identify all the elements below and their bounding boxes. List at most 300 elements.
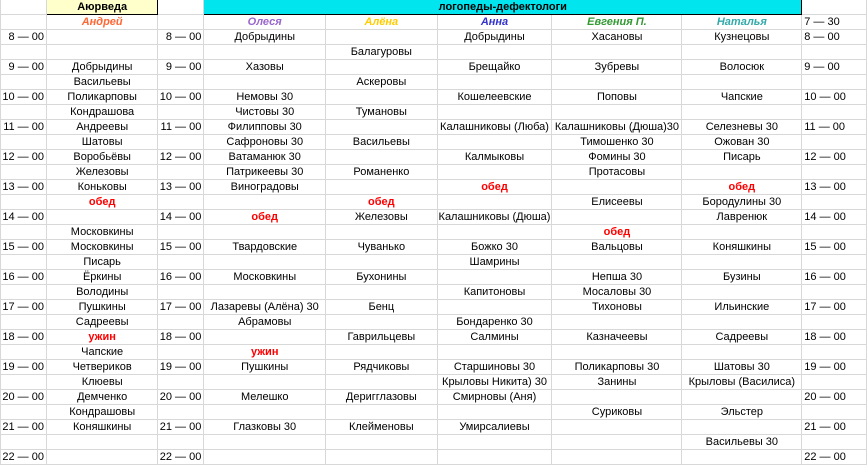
schedule-row — [1, 45, 867, 60]
schedule-cell[interactable]: Чапские — [682, 90, 802, 105]
schedule-cell[interactable]: Виноградовы — [204, 180, 326, 195]
time-label[interactable]: 17 — 00 — [1, 300, 47, 315]
schedule-row — [1, 435, 867, 450]
schedule-cell[interactable]: Глазковы 30 — [204, 420, 326, 435]
time-label[interactable] — [158, 75, 204, 90]
time-label[interactable] — [802, 135, 867, 150]
schedule-cell[interactable] — [326, 375, 437, 390]
schedule-cell[interactable]: Крыловы Никита) 30 — [437, 375, 552, 390]
schedule-cell[interactable]: Елисеевы — [552, 195, 682, 210]
time-label[interactable]: 17 — 00 — [802, 300, 867, 315]
schedule-cell[interactable] — [682, 450, 802, 465]
schedule-cell[interactable]: Гаврильцевы — [326, 330, 437, 345]
schedule-cell[interactable]: Эльстер — [682, 405, 802, 420]
schedule-cell[interactable] — [437, 345, 552, 360]
schedule-row — [1, 105, 867, 120]
schedule-cell[interactable]: Волосюк — [682, 60, 802, 75]
schedule-cell[interactable]: обед — [46, 195, 157, 210]
schedule-cell[interactable] — [437, 165, 552, 180]
time-label[interactable] — [158, 135, 204, 150]
time-label[interactable]: 19 — 00 — [1, 360, 47, 375]
schedule-cell[interactable]: Тихоновы — [552, 300, 682, 315]
time-label[interactable]: 22 — 00 — [1, 450, 47, 465]
schedule-cell[interactable]: обед — [326, 195, 437, 210]
schedule-cell[interactable]: Кондрашова — [46, 105, 157, 120]
schedule-cell[interactable]: Мелешко — [204, 390, 326, 405]
time-label[interactable]: 11 — 00 — [1, 120, 47, 135]
schedule-row — [1, 135, 867, 150]
schedule-cell[interactable]: Балагуровы — [326, 45, 437, 60]
time-label[interactable]: 16 — 00 — [802, 270, 867, 285]
schedule-cell[interactable]: ужин — [204, 345, 326, 360]
schedule-cell[interactable] — [682, 225, 802, 240]
schedule-cell[interactable] — [326, 255, 437, 270]
time-label[interactable]: 21 — 00 — [802, 420, 867, 435]
schedule-cell[interactable] — [682, 165, 802, 180]
time-label[interactable]: 21 — 00 — [1, 420, 47, 435]
time-label[interactable]: 8 — 00 — [1, 30, 47, 45]
cell[interactable] — [158, 0, 204, 15]
time-label[interactable] — [1, 375, 47, 390]
time-label[interactable]: 12 — 00 — [1, 150, 47, 165]
schedule-row — [1, 210, 867, 225]
time-label[interactable]: 10 — 00 — [158, 90, 204, 105]
time-label[interactable]: 11 — 00 — [802, 120, 867, 135]
schedule-cell[interactable]: Клюевы — [46, 375, 157, 390]
schedule-cell[interactable] — [437, 405, 552, 420]
schedule-cell[interactable]: Рядчиковы — [326, 360, 437, 375]
time-label[interactable] — [1, 345, 47, 360]
time-label[interactable] — [1, 75, 47, 90]
schedule-cell[interactable]: Кузнецовы — [682, 30, 802, 45]
schedule-cell[interactable] — [204, 435, 326, 450]
schedule-cell[interactable]: Крыловы (Василиса) — [682, 375, 802, 390]
time-label[interactable]: 20 — 00 — [802, 390, 867, 405]
time-label[interactable] — [1, 105, 47, 120]
schedule-cell[interactable] — [204, 45, 326, 60]
time-label[interactable] — [802, 255, 867, 270]
schedule-cell[interactable]: Поликарповы 30 — [552, 360, 682, 375]
schedule-cell[interactable]: Калашниковы (Дюша) — [438, 211, 551, 223]
time-label[interactable] — [158, 225, 204, 240]
schedule-cell[interactable] — [46, 435, 157, 450]
schedule-cell[interactable]: Добрыдины — [46, 60, 157, 75]
staff-name-natalya[interactable]: Наталья — [682, 15, 802, 30]
schedule-cell[interactable]: Ожован 30 — [682, 135, 802, 150]
schedule-cell[interactable]: Капитоновы — [437, 285, 552, 300]
schedule-cell[interactable]: обед — [437, 180, 552, 195]
schedule-cell[interactable]: Васильевы — [326, 135, 437, 150]
schedule-cell[interactable]: Калашниковы (Дюша)30 — [552, 120, 682, 135]
time-label[interactable] — [802, 75, 867, 90]
schedule-cell[interactable]: Садреевы — [682, 330, 802, 345]
schedule-cell[interactable] — [46, 450, 157, 465]
schedule-cell[interactable]: Бухонины — [326, 270, 437, 285]
schedule-row — [1, 165, 867, 180]
end-time-label[interactable]: 7 — 30 — [802, 15, 867, 30]
schedule-cell[interactable]: Сафроновы 30 — [204, 135, 326, 150]
schedule-cell[interactable]: Московкины — [46, 240, 157, 255]
schedule-cell[interactable] — [552, 255, 682, 270]
time-label[interactable] — [802, 285, 867, 300]
staff-row — [1, 15, 867, 30]
schedule-cell[interactable]: Московкины — [204, 270, 326, 285]
schedule-cell[interactable]: Коньковы — [46, 180, 157, 195]
schedule-row — [1, 195, 867, 210]
schedule-cell[interactable]: Васильевы — [46, 75, 157, 90]
schedule-cell[interactable]: Божко 30 — [437, 240, 552, 255]
time-label[interactable] — [802, 375, 867, 390]
time-label[interactable] — [802, 45, 867, 60]
schedule-cell[interactable] — [437, 75, 552, 90]
schedule-row — [1, 315, 867, 330]
time-label[interactable] — [802, 105, 867, 120]
time-label[interactable] — [802, 435, 867, 450]
time-label[interactable]: 14 — 00 — [1, 210, 47, 225]
schedule-cell[interactable] — [682, 390, 802, 405]
time-label[interactable] — [802, 195, 867, 210]
schedule-cell[interactable]: Вальцовы — [552, 240, 682, 255]
schedule-cell[interactable] — [437, 300, 552, 315]
schedule-cell[interactable] — [204, 75, 326, 90]
schedule-cell[interactable] — [682, 105, 802, 120]
staff-name-evgeniya[interactable]: Евгения П. — [552, 15, 682, 30]
schedule-cell[interactable] — [552, 105, 682, 120]
schedule-row — [1, 345, 867, 360]
schedule-cell[interactable]: Володины — [46, 285, 157, 300]
staff-name-anna[interactable]: Анна — [437, 15, 552, 30]
schedule-cell[interactable]: Поликарповы — [46, 90, 157, 105]
schedule-cell[interactable] — [552, 315, 682, 330]
time-label[interactable] — [1, 195, 47, 210]
schedule-cell[interactable]: Немовы 30 — [204, 90, 326, 105]
schedule-row — [1, 60, 867, 75]
time-label[interactable] — [1, 285, 47, 300]
schedule-cell[interactable]: Хазовы — [204, 60, 326, 75]
schedule-cell[interactable] — [204, 225, 326, 240]
time-label[interactable] — [158, 45, 204, 60]
schedule-row — [1, 450, 867, 465]
schedule-row — [1, 375, 867, 390]
schedule-cell[interactable]: Шатовы — [46, 135, 157, 150]
schedule-cell[interactable] — [204, 195, 326, 210]
schedule-cell[interactable]: Калашниковы (Люба) — [437, 120, 552, 135]
schedule-cell[interactable] — [326, 225, 437, 240]
schedule-cell[interactable] — [437, 105, 552, 120]
schedule-cell[interactable] — [552, 180, 682, 195]
schedule-cell[interactable]: Ватаманюк 30 — [204, 150, 326, 165]
schedule-cell[interactable] — [46, 45, 157, 60]
time-label[interactable] — [158, 105, 204, 120]
schedule-cell[interactable]: Мосаловы 30 — [552, 285, 682, 300]
schedule-cell[interactable]: Андреевы — [46, 120, 157, 135]
logopedy-header[interactable]: логопеды-дефектологи — [204, 0, 802, 15]
schedule-cell[interactable]: Добрыдины — [437, 30, 552, 45]
time-label[interactable] — [158, 165, 204, 180]
cell[interactable] — [1, 0, 47, 15]
schedule-cell[interactable]: Занины — [552, 375, 682, 390]
time-label[interactable]: 15 — 00 — [1, 240, 47, 255]
schedule-cell[interactable] — [682, 255, 802, 270]
time-label[interactable] — [1, 255, 47, 270]
schedule-cell[interactable]: Поповы — [552, 90, 682, 105]
schedule-cell[interactable]: Деригглазовы — [326, 390, 437, 405]
schedule-row — [1, 180, 867, 195]
time-label[interactable]: 22 — 00 — [802, 450, 867, 465]
time-label[interactable]: 18 — 00 — [802, 330, 867, 345]
schedule-cell[interactable]: Бородулины 30 — [682, 195, 802, 210]
schedule-cell[interactable]: Твардовские — [204, 240, 326, 255]
time-label[interactable]: 14 — 00 — [802, 210, 867, 225]
schedule-cell[interactable] — [682, 75, 802, 90]
time-label[interactable]: 11 — 00 — [158, 120, 204, 135]
schedule-row — [1, 120, 867, 135]
schedule-row — [1, 90, 867, 105]
schedule-cell[interactable]: Бенц — [326, 300, 437, 315]
schedule-cell[interactable]: Московкины — [46, 225, 157, 240]
schedule-cell[interactable]: Зубревы — [552, 60, 682, 75]
schedule-cell[interactable] — [46, 210, 157, 225]
staff-name-olesya[interactable]: Олеся — [204, 15, 326, 30]
schedule-cell[interactable]: Коняшкины — [46, 420, 157, 435]
schedule-cell[interactable]: Васильевы 30 — [682, 435, 802, 450]
schedule-cell[interactable]: Писарь — [46, 255, 157, 270]
schedule-cell[interactable]: Аскеровы — [326, 75, 437, 90]
schedule-cell[interactable] — [552, 450, 682, 465]
time-label[interactable] — [1, 135, 47, 150]
time-label[interactable]: 8 — 00 — [802, 30, 867, 45]
schedule-cell[interactable] — [326, 60, 437, 75]
time-label[interactable] — [802, 225, 867, 240]
schedule-cell[interactable] — [326, 450, 437, 465]
schedule-cell[interactable] — [326, 180, 437, 195]
schedule-cell[interactable]: Непша 30 — [552, 270, 682, 285]
schedule-cell[interactable] — [326, 90, 437, 105]
schedule-cell[interactable]: Пушкины — [46, 300, 157, 315]
schedule-cell[interactable] — [326, 150, 437, 165]
time-label[interactable] — [1, 435, 47, 450]
schedule-cell[interactable]: обед — [682, 180, 802, 195]
schedule-cell[interactable]: Коняшкины — [682, 240, 802, 255]
schedule-cell[interactable] — [682, 420, 802, 435]
schedule-cell[interactable] — [204, 405, 326, 420]
time-label[interactable]: 12 — 00 — [802, 150, 867, 165]
schedule-row — [1, 270, 867, 285]
schedule-cell[interactable]: Хасановы — [552, 30, 682, 45]
schedule-cell[interactable]: Железовы — [46, 165, 157, 180]
schedule-cell[interactable]: Абрамовы — [204, 315, 326, 330]
schedule-cell[interactable]: Патрикеевы 30 — [204, 165, 326, 180]
schedule-cell[interactable]: Калмыковы — [437, 150, 552, 165]
time-label[interactable]: 13 — 00 — [802, 180, 867, 195]
schedule-cell[interactable] — [682, 315, 802, 330]
schedule-cell[interactable] — [682, 285, 802, 300]
time-label[interactable] — [802, 345, 867, 360]
schedule-cell[interactable]: Ёркины — [46, 270, 157, 285]
time-label[interactable] — [1, 45, 47, 60]
schedule-cell[interactable] — [46, 30, 157, 45]
schedule-cell[interactable] — [204, 450, 326, 465]
time-label[interactable]: 12 — 00 — [158, 150, 204, 165]
schedule-row — [1, 360, 867, 375]
schedule-cell[interactable] — [682, 345, 802, 360]
time-label[interactable]: 15 — 00 — [158, 240, 204, 255]
schedule-cell[interactable] — [326, 405, 437, 420]
schedule-cell[interactable]: Умирсалиевы — [437, 420, 552, 435]
schedule-cell[interactable] — [437, 195, 552, 210]
time-label[interactable] — [158, 195, 204, 210]
schedule-cell[interactable]: Кондрашовы — [46, 405, 157, 420]
schedule-cell[interactable]: Чуванько — [326, 240, 437, 255]
schedule-cell[interactable]: Салмины — [437, 330, 552, 345]
schedule-cell[interactable]: Казначеевы — [552, 330, 682, 345]
schedule-row — [1, 30, 867, 45]
schedule-cell[interactable] — [552, 345, 682, 360]
schedule-cell[interactable] — [326, 315, 437, 330]
staff-name-alena[interactable]: Алёна — [326, 15, 437, 30]
time-label[interactable]: 19 — 00 — [802, 360, 867, 375]
time-label[interactable] — [158, 375, 204, 390]
schedule-cell[interactable]: Бузины — [682, 270, 802, 285]
time-label[interactable]: 22 — 00 — [158, 450, 204, 465]
schedule-cell[interactable] — [326, 120, 437, 135]
schedule-row — [1, 225, 867, 240]
schedule-cell[interactable] — [326, 345, 437, 360]
schedule-cell[interactable] — [204, 255, 326, 270]
schedule-cell[interactable] — [437, 45, 552, 60]
schedule-cell[interactable] — [437, 135, 552, 150]
schedule-cell[interactable]: Четвериков — [46, 360, 157, 375]
time-label[interactable]: 9 — 00 — [802, 60, 867, 75]
time-label[interactable] — [802, 165, 867, 180]
time-label[interactable]: 10 — 00 — [802, 90, 867, 105]
schedule-cell[interactable] — [437, 270, 552, 285]
schedule-cell[interactable] — [552, 210, 682, 225]
schedule-cell[interactable] — [204, 285, 326, 300]
schedule-cell[interactable] — [552, 435, 682, 450]
schedule-cell[interactable]: Суриковы — [552, 405, 682, 420]
schedule-row — [1, 405, 867, 420]
schedule-body — [1, 0, 867, 465]
schedule-cell[interactable]: Протасовы — [552, 165, 682, 180]
schedule-cell[interactable]: Лавренюк — [682, 210, 802, 225]
time-label[interactable] — [1, 315, 47, 330]
time-label[interactable] — [158, 345, 204, 360]
time-label[interactable] — [802, 405, 867, 420]
schedule-cell[interactable]: Тимошенко 30 — [552, 135, 682, 150]
schedule-cell[interactable] — [437, 435, 552, 450]
schedule-cell[interactable]: Садреевы — [46, 315, 157, 330]
schedule-cell[interactable]: Брещайко — [437, 60, 552, 75]
schedule-cell[interactable]: Чистовы 30 — [204, 105, 326, 120]
schedule-cell[interactable] — [552, 420, 682, 435]
time-label[interactable]: 18 — 00 — [1, 330, 47, 345]
schedule-cell[interactable]: Филипповы 30 — [204, 120, 326, 135]
time-label[interactable]: 15 — 00 — [802, 240, 867, 255]
header-row — [1, 0, 867, 15]
time-label[interactable] — [158, 255, 204, 270]
time-label[interactable] — [158, 285, 204, 300]
schedule-cell[interactable]: Добрыдины — [204, 30, 326, 45]
schedule-cell[interactable]: Смирновы (Аня) — [437, 390, 552, 405]
schedule-cell[interactable]: Романенко — [326, 165, 437, 180]
schedule-cell[interactable] — [326, 30, 437, 45]
staff-name-andrey[interactable]: Андрей — [46, 15, 157, 30]
schedule-row — [1, 150, 867, 165]
schedule-cell[interactable]: Писарь — [682, 150, 802, 165]
ayurveda-header[interactable]: Аюрведа — [46, 0, 157, 15]
schedule-cell[interactable]: Воробьёвы — [46, 150, 157, 165]
schedule-cell[interactable]: Шамрины — [437, 255, 552, 270]
schedule-cell[interactable]: Чапские — [46, 345, 157, 360]
time-label[interactable] — [802, 315, 867, 330]
schedule-cell[interactable]: ужин — [46, 330, 157, 345]
time-label[interactable]: 13 — 00 — [1, 180, 47, 195]
schedule-cell[interactable] — [437, 450, 552, 465]
time-label[interactable] — [158, 435, 204, 450]
time-label[interactable]: 17 — 00 — [158, 300, 204, 315]
schedule-cell[interactable] — [682, 45, 802, 60]
time-label[interactable] — [158, 315, 204, 330]
schedule-cell[interactable]: Бондаренко 30 — [437, 315, 552, 330]
schedule-cell[interactable]: Кошелеевские — [437, 90, 552, 105]
time-label[interactable]: 16 — 00 — [158, 270, 204, 285]
schedule-cell[interactable] — [437, 225, 552, 240]
time-label[interactable]: 16 — 00 — [1, 270, 47, 285]
time-label[interactable]: 20 — 00 — [158, 390, 204, 405]
time-label[interactable] — [1, 405, 47, 420]
time-label[interactable]: 9 — 00 — [1, 60, 47, 75]
time-label[interactable]: 14 — 00 — [158, 210, 204, 225]
schedule-cell[interactable]: Клейменовы — [326, 420, 437, 435]
schedule-cell[interactable]: Ильинские — [682, 300, 802, 315]
schedule-cell[interactable]: Демченко — [46, 390, 157, 405]
schedule-cell[interactable] — [204, 375, 326, 390]
schedule-cell[interactable]: Селезневы 30 — [682, 120, 802, 135]
time-label[interactable]: 19 — 00 — [158, 360, 204, 375]
schedule-cell[interactable]: обед — [204, 210, 326, 225]
cell[interactable] — [802, 0, 867, 15]
time-label[interactable] — [1, 165, 47, 180]
time-label[interactable] — [1, 225, 47, 240]
cell[interactable] — [1, 15, 47, 30]
schedule-cell[interactable] — [552, 75, 682, 90]
time-label[interactable]: 8 — 00 — [158, 30, 204, 45]
cell[interactable] — [158, 15, 204, 30]
time-label[interactable]: 18 — 00 — [158, 330, 204, 345]
schedule-row — [1, 390, 867, 405]
schedule-cell[interactable] — [552, 390, 682, 405]
time-label[interactable]: 21 — 00 — [158, 420, 204, 435]
schedule-cell[interactable]: Шатовы 30 — [682, 360, 802, 375]
time-label[interactable]: 9 — 00 — [158, 60, 204, 75]
schedule-cell[interactable] — [552, 45, 682, 60]
schedule-cell[interactable]: Железовы — [326, 210, 437, 225]
time-label[interactable]: 10 — 00 — [1, 90, 47, 105]
schedule-cell[interactable]: Лазаревы (Алёна) 30 — [204, 300, 326, 315]
schedule-cell[interactable]: обед — [552, 225, 682, 240]
schedule-cell[interactable] — [326, 285, 437, 300]
schedule-cell[interactable]: Пушкины — [204, 360, 326, 375]
schedule-cell[interactable]: Тумановы — [326, 105, 437, 120]
time-label[interactable] — [158, 405, 204, 420]
schedule-cell[interactable]: Фомины 30 — [552, 150, 682, 165]
schedule-cell[interactable] — [326, 435, 437, 450]
time-label[interactable]: 20 — 00 — [1, 390, 47, 405]
schedule-cell[interactable] — [204, 330, 326, 345]
time-label[interactable]: 13 — 00 — [158, 180, 204, 195]
schedule-cell[interactable]: Старшиновы 30 — [437, 360, 552, 375]
